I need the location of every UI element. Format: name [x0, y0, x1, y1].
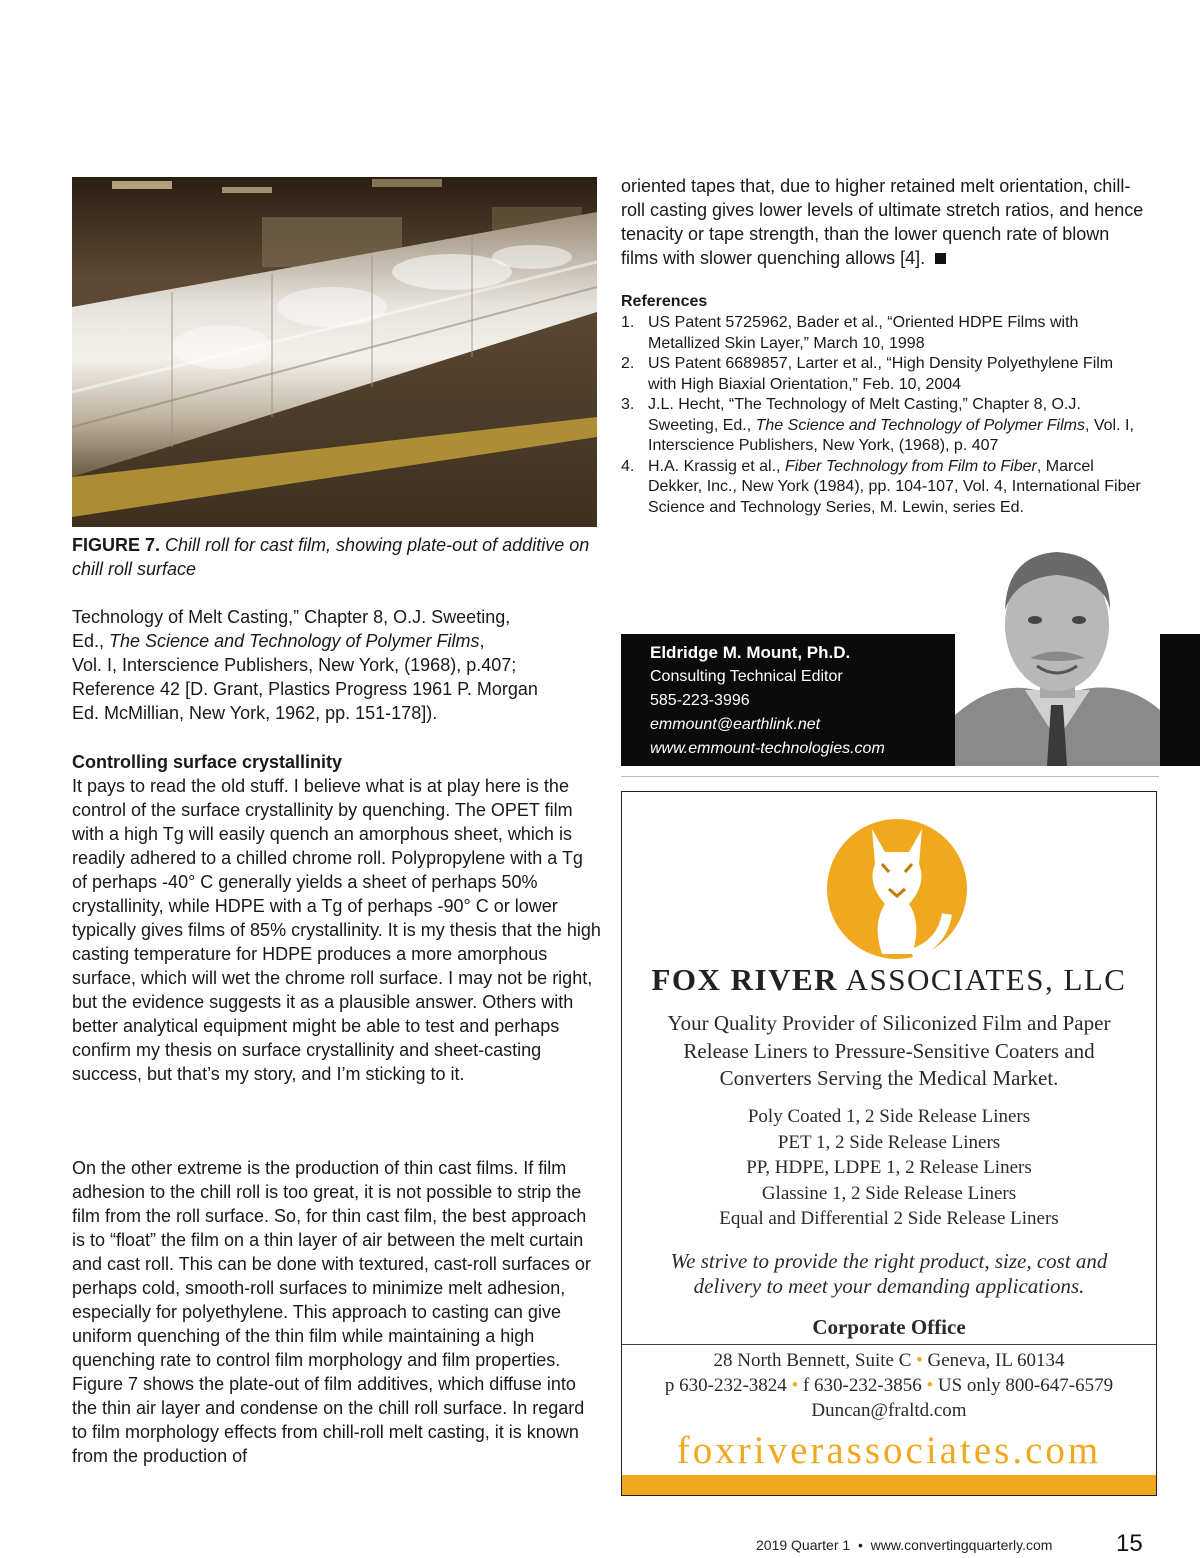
product-item: Poly Coated 1, 2 Side Release Liners — [747, 1106, 1031, 1127]
cont-line: Ed. McMillian, New York, 1962, pp. 151-178]). — [72, 703, 438, 723]
body-paragraph: On the other extreme is the production of thin cast films. If film adhesion to the chill roll is too great, it is not possible to strip the film from the roll surface. So, for thin cast film, the best approach is to “float” the film on a thin layer of air between the melt curtain and cast roll. This can be done with textured, cast-roll surfaces or perhaps cold, smooth-roll surfaces to minimize melt adhesion, especially for polyethylene. This approach to casting can give uniform quenching of the thin film while maintaining a high quenching rate to control film morphology and film properties. Figure 7 shows the plate-out of film additives, which diffuse into the thin air layer and condense on the chill roll surface. In regard to film morphology effects from chill-roll melt casting, it is known from the production of — [72, 1158, 591, 1466]
reference-text: , Marcel Dekker, Inc., New York (1984), pp. 104-107, Vol. 4, International Fiber Science and Technology Series, M. Lewin, series Ed. — [648, 457, 1141, 516]
chill-roll-photo — [72, 177, 597, 527]
cont-text: , — [479, 631, 485, 651]
address-city: Geneva, IL 60134 — [927, 1350, 1065, 1371]
editor-portrait — [955, 540, 1160, 766]
reference-text: US Patent 6689857, Larter et al., “High Density Polyethylene Film with High Biaxial Orientation,” Feb. 10, 2004 — [648, 355, 1114, 393]
office-address — [622, 1348, 1156, 1423]
footer-bullet-icon: • — [857, 1537, 863, 1553]
editor-name: Eldridge M. Mount, Ph.D. — [650, 643, 851, 662]
tagline-line: Your Quality Provider of Siliconized Film and Paper — [667, 1011, 1111, 1035]
ad-website[interactable]: foxriverassociates.com — [676, 1429, 1102, 1472]
footer-issue: 2019 Quarter 1 — [756, 1537, 851, 1553]
figure-caption-text: Chill roll for cast film, showing plate-out of additive on chill roll surface — [72, 535, 590, 579]
reference-text: J.L. Hecht, “The Technology of Melt Casting,” Chapter 8, O.J. Sweeting, Ed., — [648, 396, 1081, 434]
ad-slogan — [622, 1249, 1156, 1299]
address-street: 28 North Bennett, Suite C — [713, 1350, 912, 1371]
reference-number: 1. — [621, 314, 635, 331]
cont-text: Ed., — [72, 631, 110, 651]
cont-line — [72, 629, 597, 653]
editor-website[interactable]: www.emmount-technologies.com — [650, 740, 885, 757]
divider — [621, 776, 1159, 777]
address-line — [622, 1348, 1156, 1373]
reference-item — [621, 395, 1141, 457]
office-email[interactable]: Duncan@fraltd.com — [811, 1400, 967, 1421]
company-name-bold: FOX RIVER — [651, 962, 839, 997]
section-heading: Controlling surface crystallinity — [72, 752, 343, 772]
company-name — [622, 962, 1156, 998]
reference-item — [621, 457, 1141, 519]
slogan-line: delivery to meet your demanding applications. — [693, 1274, 1085, 1298]
page-number: 15 — [1116, 1530, 1143, 1557]
end-mark-icon — [935, 253, 946, 264]
reference-text: Fiber Technology from Film to Fiber — [784, 457, 1037, 475]
body-paragraph — [621, 174, 1151, 270]
tagline-line: Converters Serving the Medical Market. — [719, 1066, 1059, 1090]
ad-tagline — [622, 1010, 1156, 1093]
reference-text: The Science and Technology of Polymer Films — [755, 416, 1085, 434]
ad-bottom-bar — [622, 1475, 1156, 1495]
slogan-line: We strive to provide the right product, size, cost and — [670, 1249, 1108, 1273]
cont-italic: The Science and Technology of Polymer Films — [109, 631, 480, 651]
office-us-phone: US only 800-647-6579 — [937, 1375, 1114, 1396]
cont-line: Technology of Melt Casting,” Chapter 8, O.J. Sweeting, — [72, 607, 511, 627]
tagline-line: Release Liners to Pressure-Sensitive Coaters and — [683, 1038, 1095, 1063]
cont-line: Vol. I, Interscience Publishers, New York, (1968), p.407; — [72, 655, 517, 675]
office-heading: Corporate Office — [812, 1315, 966, 1339]
body-paragraph: It pays to read the old stuff. I believe what is at play here is the control of the surface crystallinity by quenching. The OPET film with a high Tg will easily quench an amorphous sheet, which is readily adhered to a chilled chrome roll. Polypropylene with a Tg of perhaps -40° C generally yields a sheet of perhaps 50% crystallinity, while HDPE with a Tg of perhaps -90° C or lower typically gives films of 85% crystallinity. It is my thesis that the high casting temperature for HDPE produces a more amorphous surface, which will wet the chrome roll surface. I may not be right, but the evidence suggests it as a plausible answer. Others with better analytical equipment might be able to test and perhaps confirm my thesis on surface crystallinity and sheet-casting success, but that’s my story, and I’m sticking to it. — [72, 776, 601, 1084]
phone-line — [622, 1373, 1156, 1398]
product-item: PET 1, 2 Side Release Liners — [777, 1131, 1001, 1153]
chill-roll-illustration — [72, 177, 597, 527]
footer-site[interactable]: www.convertingquarterly.com — [870, 1537, 1053, 1553]
fox-logo-icon — [827, 804, 967, 964]
paragraph-text: oriented tapes that, due to higher retained melt orientation, chill-roll casting gives lower levels of ultimate stretch ratios, and hence tenacity or tape strength, than the lower quench rate of blown films with slower quenching allows [4]. — [621, 176, 1144, 268]
figure-caption — [72, 533, 597, 581]
editor-email[interactable]: emmount@earthlink.net — [650, 716, 821, 733]
reference-number: 4. — [621, 457, 635, 475]
reference-text: US Patent 5725962, Bader et al., “Oriented HDPE Films with Metallized Skin Layer,” March 10, 1998 — [648, 314, 1079, 352]
reference-number: 2. — [621, 355, 635, 372]
cont-line: Reference 42 [D. Grant, Plastics Progress 1961 P. Morgan — [72, 679, 538, 699]
editor-title: Consulting Technical Editor — [650, 668, 843, 685]
references-list — [621, 313, 1141, 518]
company-name-rest: ASSOCIATES, LLC — [838, 962, 1127, 997]
reference-number: 3. — [621, 396, 635, 413]
product-list — [622, 1104, 1156, 1232]
product-item: Glassine 1, 2 Side Release Liners — [761, 1182, 1017, 1204]
bullet-icon: • — [791, 1375, 799, 1396]
reference-item — [621, 313, 1141, 354]
reference-text: , Vol. I, Interscience Publishers, New York, (1968), p. 407 — [648, 416, 1134, 454]
bullet-icon: • — [926, 1375, 934, 1396]
bullet-icon: • — [916, 1350, 923, 1371]
references-heading: References — [621, 293, 708, 310]
editor-phone: 585-223-3996 — [650, 692, 750, 709]
product-item: PP, HDPE, LDPE 1, 2 Release Liners — [746, 1157, 1032, 1178]
office-fax: f 630-232-3856 — [802, 1375, 922, 1396]
office-phone: p 630-232-3824 — [664, 1375, 787, 1396]
figure-label: FIGURE 7. — [72, 535, 161, 555]
fox-river-ad — [621, 791, 1157, 1496]
reference-item — [621, 354, 1141, 395]
reference-continuation — [72, 605, 597, 725]
reference-text: H.A. Krassig et al., — [648, 457, 785, 475]
page-footer — [756, 1537, 1052, 1553]
ad-divider — [622, 1344, 1156, 1345]
product-item: Equal and Differential 2 Side Release Liners — [719, 1208, 1059, 1229]
editor-info — [650, 641, 885, 761]
